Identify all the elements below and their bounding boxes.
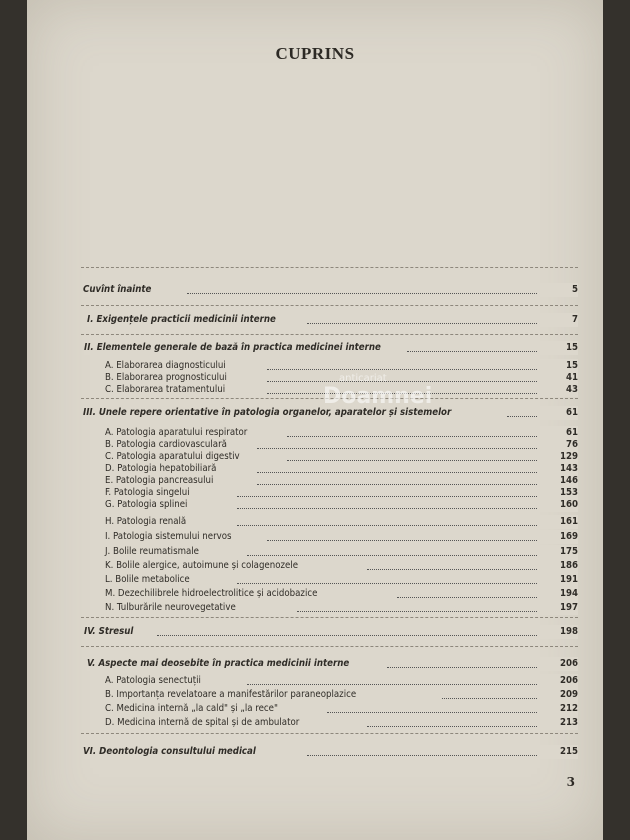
watermark-line1: anticariat	[339, 373, 387, 384]
toc-entry-label: III. Unele repere orientative în patologia organelor, aparatelor și sistemelor	[83, 406, 454, 420]
toc-entry-label: M. Dezechilibrele hidroelectrolitice și acidobazice	[105, 587, 320, 601]
separator	[81, 617, 578, 618]
toc-entry	[27, 383, 603, 397]
toc-entry-label: I. Exigențele practicii medicinii interne	[87, 313, 279, 327]
toc-entry	[27, 406, 603, 420]
toc-entry-label: B. Elaborarea prognosticului	[105, 371, 230, 385]
toc-entry-page: 215	[538, 745, 578, 759]
toc-entry-page: 191	[538, 573, 578, 587]
toc-entry-page: 197	[538, 601, 578, 615]
toc-entry-page: 194	[538, 587, 578, 601]
toc-entry	[27, 498, 603, 512]
toc-entry	[27, 716, 603, 730]
page-number: 3	[566, 775, 575, 789]
separator	[81, 305, 578, 306]
separator	[81, 334, 578, 335]
toc-entry-label: V. Aspecte mai deosebite în practica medicinii interne	[87, 657, 352, 671]
toc-entry-label: I. Patologia sistemului nervos	[105, 530, 235, 544]
separator	[81, 646, 578, 647]
toc-entry-label: G. Patologia splinei	[105, 498, 190, 512]
toc-entry-page: 41	[538, 371, 578, 385]
toc-entry-page: 146	[538, 474, 578, 488]
toc-entry-label: A. Patologia aparatului respirator	[105, 426, 250, 440]
table-of-contents	[27, 0, 603, 840]
watermark-logo	[319, 373, 433, 419]
toc-entry-page: 61	[538, 406, 578, 420]
toc-entry-label: IV. Stresul	[84, 625, 136, 639]
toc-entry-page: 175	[538, 545, 578, 559]
toc-entry-page: 5	[538, 283, 578, 297]
toc-entry	[27, 745, 603, 759]
toc-entry-label: II. Elementele generale de bază în practica medicinei interne	[84, 341, 384, 355]
separator	[81, 267, 578, 268]
toc-entry-page: 206	[538, 674, 578, 688]
toc-entry-label: D. Medicina internă de spital și de ambulator	[105, 716, 302, 730]
separator	[81, 733, 578, 734]
toc-entry-page: 15	[538, 359, 578, 373]
toc-entry-label: B. Patologia cardiovasculară	[105, 438, 230, 452]
toc-entry-label: C. Elaborarea tratamentului	[105, 383, 228, 397]
toc-entry-label: A. Patologia senectuții	[105, 674, 204, 688]
toc-entry-page: 143	[538, 462, 578, 476]
toc-entry-label: B. Importanța revelatoare a manifestărilor paraneoplazice	[105, 688, 359, 702]
toc-entry-page: 76	[538, 438, 578, 452]
toc-entry-label: E. Patologia pancreasului	[105, 474, 216, 488]
toc-entry-page: 209	[538, 688, 578, 702]
toc-entry-page: 153	[538, 486, 578, 500]
page-title: CUPRINS	[275, 44, 355, 63]
toc-entry-page: 198	[538, 625, 578, 639]
toc-entry-page: 61	[538, 426, 578, 440]
toc-entry-page: 161	[538, 515, 578, 529]
toc-entry-page: 212	[538, 702, 578, 716]
toc-entry-label: K. Bolile alergice, autoimune și colagenozele	[105, 559, 301, 573]
toc-entry-label: A. Elaborarea diagnosticului	[105, 359, 229, 373]
toc-entry-label: Cuvînt înainte	[83, 283, 154, 297]
toc-entry	[27, 341, 603, 355]
toc-entry-page: 43	[538, 383, 578, 397]
toc-entry-label: C. Medicina internă „la cald" și „la rece"	[105, 702, 281, 716]
toc-entry-label: J. Bolile reumatismale	[105, 545, 202, 559]
toc-entry-label: N. Tulburările neurovegetative	[105, 601, 239, 615]
toc-entry	[27, 625, 603, 639]
toc-entry	[27, 657, 603, 671]
toc-entry-page: 206	[538, 657, 578, 671]
toc-entry-label: D. Patologia hepatobiliară	[105, 462, 219, 476]
toc-entry-page: 160	[538, 498, 578, 512]
toc-entry-label: F. Patologia singelui	[105, 486, 193, 500]
toc-entry-page: 7	[538, 313, 578, 327]
toc-entry-page: 15	[538, 341, 578, 355]
toc-entry-label: L. Bolile metabolice	[105, 573, 193, 587]
toc-entry-label: C. Patologia aparatului digestiv	[105, 450, 243, 464]
toc-entry-page: 213	[538, 716, 578, 730]
watermark-line2: Doamnei	[323, 384, 433, 409]
toc-entry-page: 186	[538, 559, 578, 573]
toc-entry	[27, 601, 603, 615]
toc-entry-label: VI. Deontologia consultului medical	[83, 745, 259, 759]
toc-entry-page: 129	[538, 450, 578, 464]
book-page	[27, 0, 603, 840]
toc-entry	[27, 313, 603, 327]
toc-entry-page: 169	[538, 530, 578, 544]
toc-entry	[27, 283, 603, 297]
toc-entry-label: H. Patologia renală	[105, 515, 189, 529]
